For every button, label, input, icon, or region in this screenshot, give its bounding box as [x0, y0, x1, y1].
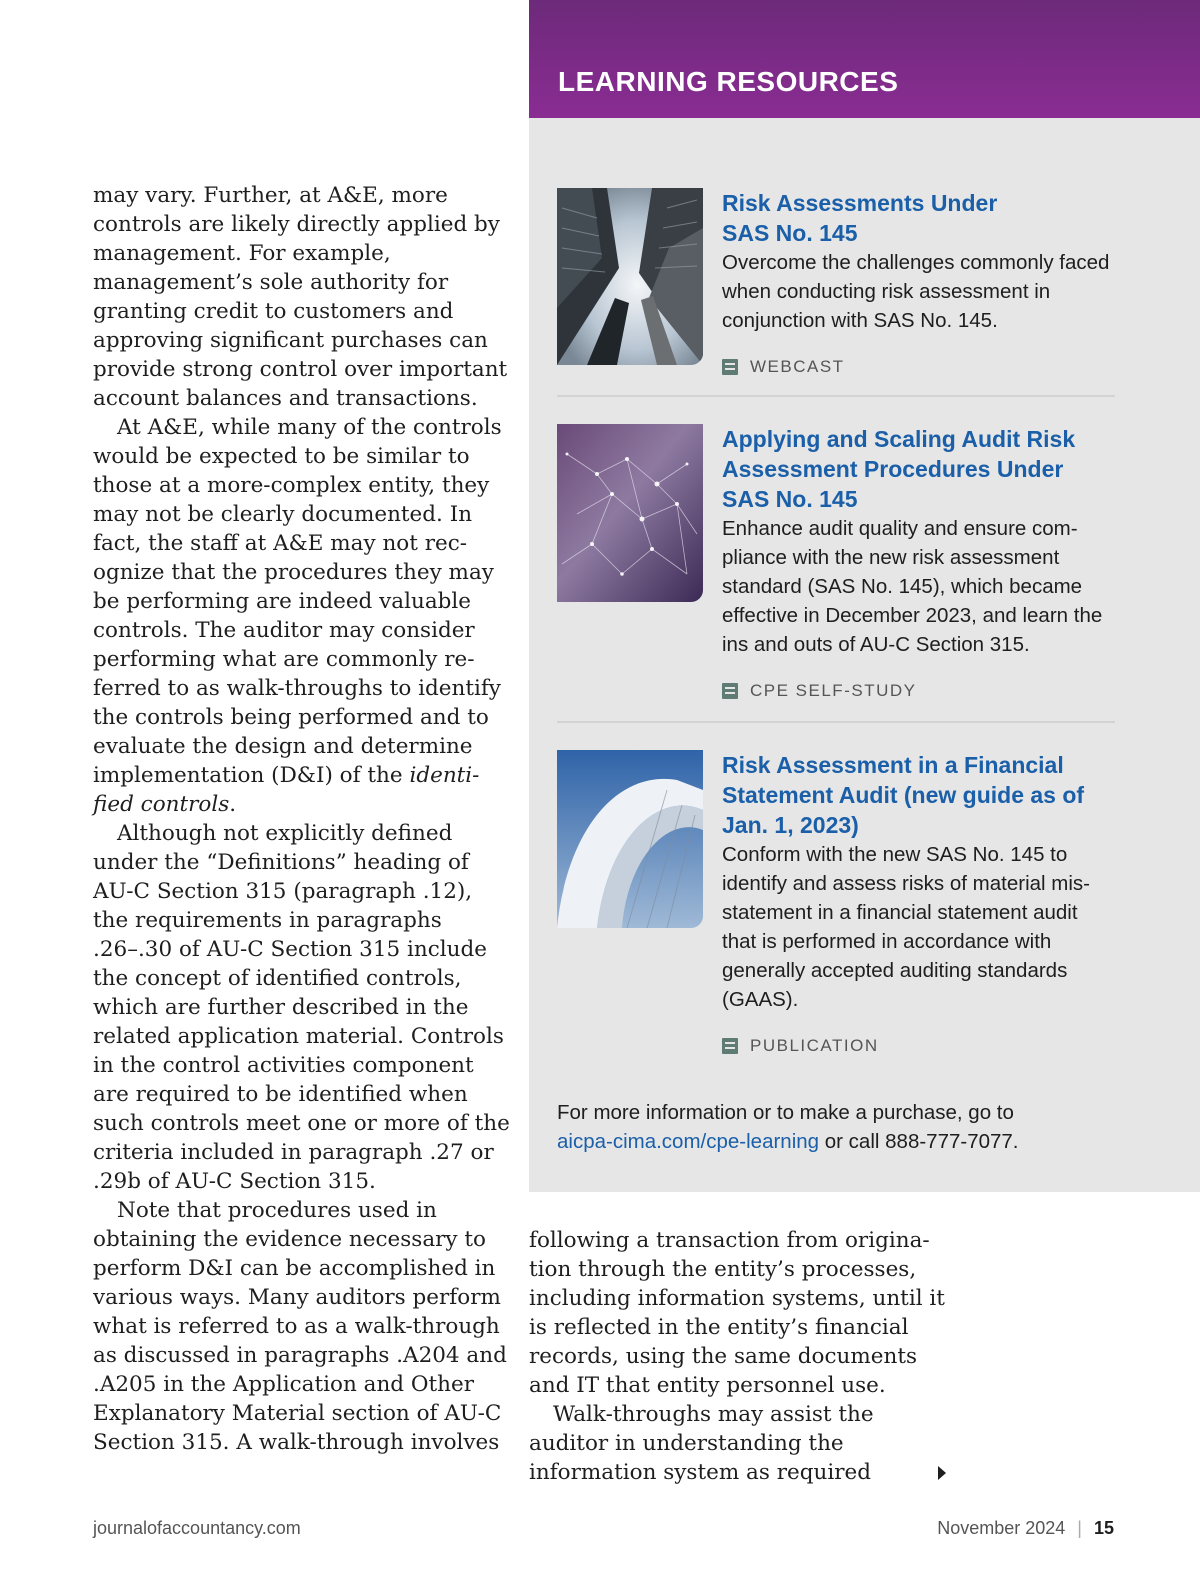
more-info-text: For more information or to make a purchase, go to	[557, 1101, 1014, 1124]
paragraph-text: At A&E, while many of the controls would be expected to be similar to those at a more-complex entity, they may not be clearly documented. In fact, the staff at A&E may not rec-ognize that the procedures they may be performing are indeed valuable controls. The auditor may consider performing what are commonly re-ferred to as walk-throughs to identify the controls being performed and to evaluate the design and determine implementation (D&I) of the	[93, 415, 502, 788]
divider	[557, 395, 1115, 397]
cpe-learning-link[interactable]: aicpa-cima.com/cpe-learning	[557, 1130, 820, 1153]
paragraph	[93, 413, 511, 819]
resource-type	[722, 681, 1122, 701]
document-list-icon	[722, 359, 738, 375]
paragraph: may vary. Further, at A&E, more controls are likely directly applied by management. For example, management’s sole authority for granting credit to customers and approving significant purchases can provide strong control over important account balances and transactions.	[93, 183, 508, 411]
learning-resources-panel	[529, 118, 1200, 1192]
footer-page-info	[937, 1518, 1114, 1539]
page-number: 15	[1093, 1518, 1114, 1538]
resource-type-label: CPE SELF-STUDY	[750, 681, 917, 700]
triangle-right-icon	[938, 1466, 946, 1480]
footer-site: journalofaccountancy.com	[93, 1518, 301, 1538]
paragraph: Although not explicitly defined under the “Definitions” heading of AU-C Section 315 (paragraph .12), the requirements in paragraphs .26–.30 of AU-C Section 315 include the concept of identified controls, which are further described in the related application material. Controls in the control activities component are required to be identified when such controls meet one or more of the criteria included in paragraph .27 or .29b of AU-C Section 315.	[93, 821, 510, 1194]
paragraph: following a transaction from origina-tion through the entity’s processes, including information systems, until it is reflected in the entity’s financial records, using the same documents and IT that entity personnel use.	[529, 1228, 945, 1398]
resource-type-label: WEBCAST	[750, 357, 845, 376]
network-nodes-image	[557, 424, 703, 602]
footer-date: November 2024	[937, 1518, 1066, 1538]
article-column-left	[93, 181, 511, 1457]
resource-type	[722, 1036, 1122, 1056]
resource-title[interactable]: Risk Assessments Under SAS No. 145	[722, 190, 998, 246]
divider	[557, 721, 1115, 723]
resource-description: Enhance audit quality and ensure com-pliance with the new risk assessment standard (SAS No. 145), which became effective in December 2023, and learn the ins and outs of AU-C Section 315.	[722, 517, 1103, 656]
paragraph: Note that procedures used in obtaining the evidence necessary to perform D&I can be accomplished in various ways. Many auditors perform what is referred to as a walk-through as discussed in paragraphs .A204 and .A205 in the Application and Other Explanatory Material section of AU-C Section 315. A walk-through involves	[93, 1198, 507, 1455]
skyscrapers-image	[557, 188, 703, 365]
paragraph-end: .	[229, 792, 237, 817]
resource-type-label: PUBLICATION	[750, 1036, 879, 1055]
resource-description: Overcome the challenges commonly faced when conducting risk assessment in conjunction with SAS No. 145.	[722, 251, 1110, 332]
document-list-icon	[722, 1038, 738, 1054]
resource-title[interactable]: Applying and Scaling Audit Risk Assessment Procedures Under SAS No. 145	[722, 426, 1076, 512]
resource-description: Conform with the new SAS No. 145 to identify and assess risks of material mis-statement in a financial statement audit that is performed in accordance with generally accepted auditing standards (GAAS).	[722, 843, 1090, 1011]
article-column-right	[529, 1226, 949, 1487]
sidebar-header	[529, 0, 1200, 118]
paragraph: Walk-throughs may assist the auditor in understanding the information system as required	[529, 1402, 874, 1485]
footer-separator: |	[1077, 1518, 1082, 1538]
more-info	[557, 1098, 1157, 1156]
more-info-phone: or call 888-777-7077.	[819, 1130, 1019, 1153]
sidebar-title: LEARNING RESOURCES	[558, 66, 899, 97]
arch-structure-image	[557, 750, 703, 928]
resource-title[interactable]: Risk Assessment in a Financial Statement Audit (new guide as of Jan. 1, 2023)	[722, 752, 1085, 838]
document-list-icon	[722, 683, 738, 699]
italic-term: identi-fied controls	[93, 763, 480, 817]
resource-type	[722, 357, 1122, 377]
